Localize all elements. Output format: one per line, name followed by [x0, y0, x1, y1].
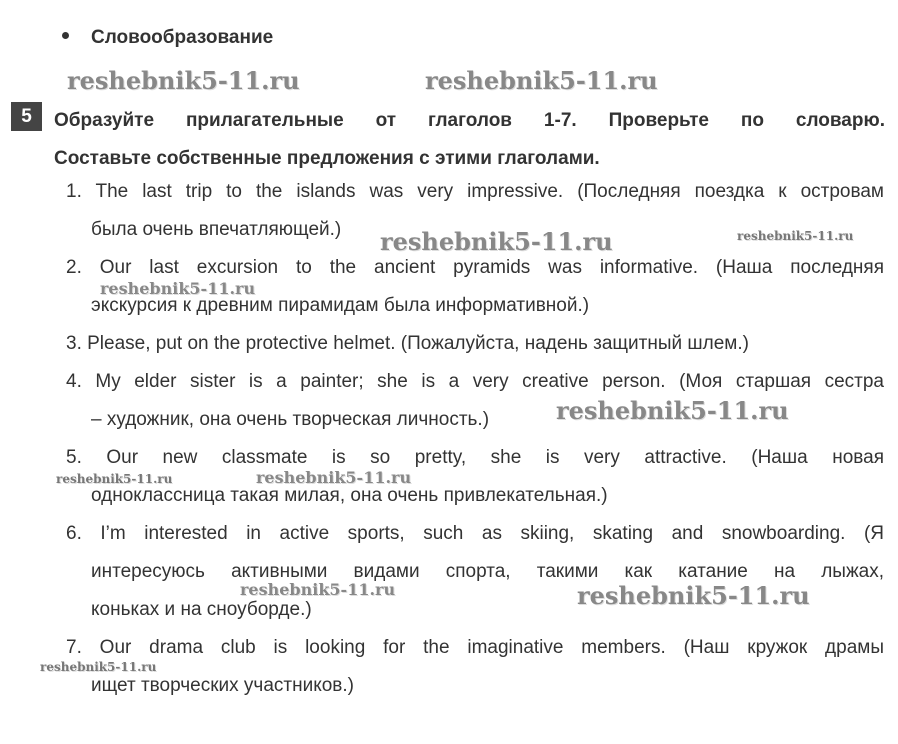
item-line: 5. Our new classmate is so pretty, she is very attractive. (Наша новая — [66, 447, 884, 468]
watermark: reshebnik5-11.ru — [100, 279, 256, 298]
item-line: – художник, она очень творческая личность.) — [91, 409, 490, 430]
task-number-badge: 5 — [11, 102, 42, 131]
task-instruction — [54, 102, 885, 178]
item-line: одноклассница такая милая, она очень привлекательная.) — [91, 485, 608, 506]
watermark: reshebnik5-11.ru — [256, 468, 412, 487]
item-line: интересуюсь активными видами спорта, такими как катание на лыжах, — [91, 561, 884, 582]
item-line: была очень впечатляющей.) — [91, 219, 342, 240]
task-instruction-line1: Образуйте прилагательные от глаголов 1-7. Проверьте по словарю. — [54, 110, 885, 131]
watermark: reshebnik5-11.ru — [56, 472, 173, 486]
item-line: 3. Please, put on the protective helmet. (Пожалуйста, надень защитный шлем.) — [66, 333, 749, 354]
item-line: 7. Our drama club is looking for the imaginative members. (Наш кружок драмы — [66, 637, 884, 658]
item-line: экскурсия к древним пирамидам была информативной.) — [91, 295, 590, 316]
list-item-6 — [66, 515, 884, 629]
section-heading — [62, 27, 273, 49]
watermark: reshebnik5-11.ru — [40, 660, 157, 674]
watermark: reshebnik5-11.ru — [577, 581, 810, 610]
item-line: коньках и на сноуборде.) — [91, 599, 312, 620]
item-line: 1. The last trip to the islands was very impressive. (Последняя поездка к островам — [66, 181, 884, 202]
watermark: reshebnik5-11.ru — [737, 229, 854, 243]
list-item-5 — [66, 439, 884, 515]
list-item-7 — [66, 629, 884, 705]
watermark: reshebnik5-11.ru — [380, 227, 613, 256]
bullet-icon — [62, 32, 69, 39]
item-line: 6. I’m interested in active sports, such as skiing, skating and snowboarding. (Я — [66, 523, 884, 544]
watermark: reshebnik5-11.ru — [556, 396, 789, 425]
section-heading-text: Словообразование — [91, 27, 274, 48]
item-line: 2. Our last excursion to the ancient pyramids was informative. (Наша последняя — [66, 257, 884, 278]
watermark: reshebnik5-11.ru — [240, 580, 396, 599]
task-instruction-line2: Составьте собственные предложения с этими глаголами. — [54, 148, 600, 169]
item-line: ищет творческих участников.) — [91, 675, 354, 696]
watermark: reshebnik5-11.ru — [425, 66, 658, 95]
list-item-3 — [66, 325, 884, 363]
watermark: reshebnik5-11.ru — [67, 66, 300, 95]
item-line: 4. My elder sister is a painter; she is a very creative person. (Моя старшая сестра — [66, 371, 884, 392]
